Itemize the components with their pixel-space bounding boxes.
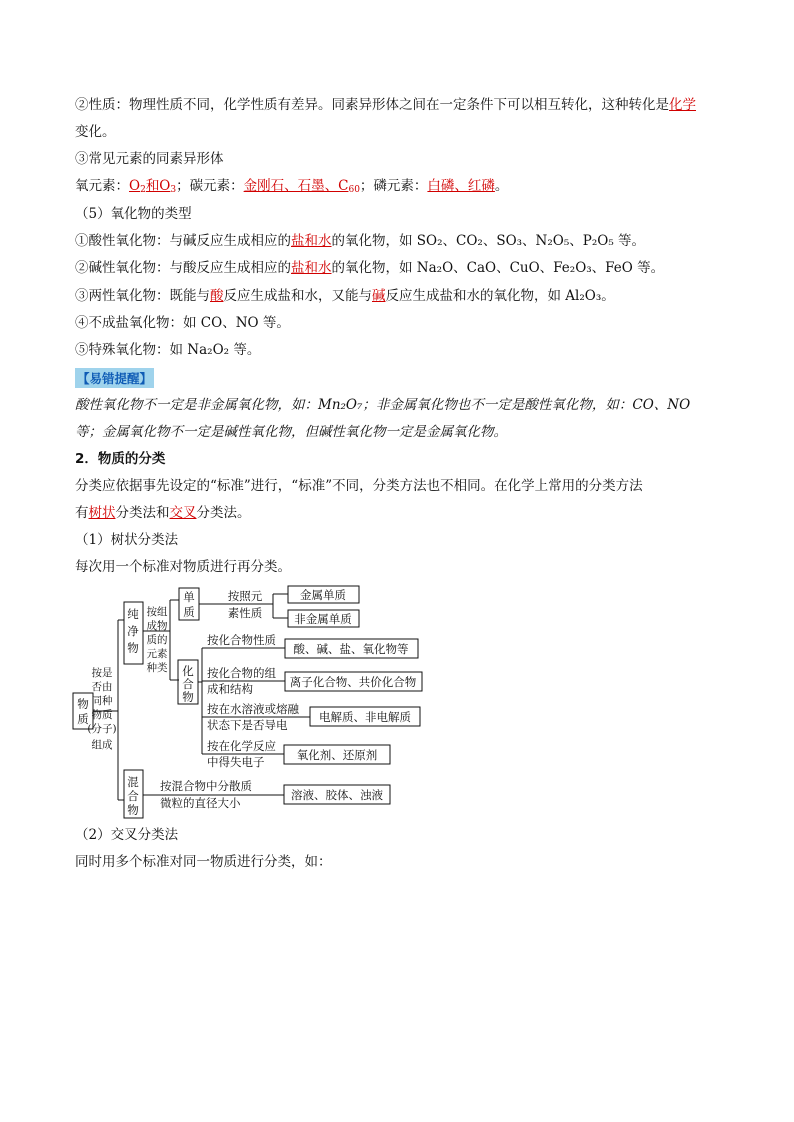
pure-label-2: 净 <box>127 624 139 638</box>
m1r-label: 溶液、胶体、浊液 <box>291 788 383 802</box>
pure-crit-4: 种类 <box>146 662 168 674</box>
c4r-label: 氧化剂、还原剂 <box>296 748 378 762</box>
simple-label-1: 单 <box>183 590 195 604</box>
pure-crit-1: 成物 <box>146 620 168 632</box>
metal-label: 金属单质 <box>300 588 346 602</box>
para-tree-desc: 每次用一个标准对物质进行再分类。 <box>75 559 291 575</box>
compound-label-2: 合 <box>182 677 194 691</box>
para-basic-oxide: ②碱性氧化物：与酸反应生成相应的盐和水的氧化物，如 Na₂O、CaO、CuO、Fe₂O₃、FeO 等。 <box>75 260 665 276</box>
para-nonsalt-oxide: ④不成盐氧化物：如 CO、NO 等。 <box>75 315 290 331</box>
pure-label-1: 纯 <box>127 607 139 621</box>
c4-label-1: 中得失电子 <box>207 755 265 769</box>
heading-cross-method: （2）交叉分类法 <box>75 827 179 843</box>
root-crit-1: 否由 <box>91 681 113 693</box>
root-label-1: 物 <box>77 697 89 711</box>
simple-crit-1: 素性质 <box>227 606 263 620</box>
heading-oxide-types: （5）氧化物的类型 <box>75 206 192 222</box>
c2-label-1: 成和结构 <box>207 682 253 696</box>
root-crit-2: 同种 <box>91 695 113 707</box>
para-amphoteric-oxide: ③两性氧化物：既能与酸反应生成盐和水，又能与碱反应生成盐和水的氧化物，如 Al₂O₃。 <box>75 288 615 304</box>
mixture-label-2: 合 <box>127 789 139 803</box>
tip-text-2: 等；金属氧化物不一定是碱性氧化物，但碱性氧化物一定是金属氧化物。 <box>75 424 507 440</box>
pure-crit-3: 元素 <box>146 648 168 660</box>
tip-badge: 【易错提醒】 <box>75 368 154 388</box>
para-acidic-oxide: ①酸性氧化物：与碱反应生成相应的盐和水的氧化物，如 SO₂、CO₂、SO₃、N₂O₅、P₂O₅ 等。 <box>75 233 646 249</box>
compound-label-3: 物 <box>182 690 194 704</box>
para-special-oxide: ⑤特殊氧化物：如 Na₂O₂ 等。 <box>75 342 261 358</box>
c3-label-1: 状态下是否导电 <box>207 718 288 732</box>
root-crit-3: 物质 <box>91 709 113 721</box>
root-crit-0: 按是 <box>91 667 113 679</box>
compound-label-1: 化 <box>182 664 194 678</box>
c3r-label: 电解质、非电解质 <box>319 710 411 724</box>
para-methods: 有树状分类法和交叉分类法。 <box>75 505 251 521</box>
c1r-label: 酸、碱、盐、氧化物等 <box>293 642 409 656</box>
c3-label-0: 按在水溶液或熔融 <box>207 702 299 716</box>
para-cross-desc: 同时用多个标准对同一物质进行分类，如： <box>75 854 332 870</box>
mixture-label-1: 混 <box>127 775 139 789</box>
c2r-label: 离子化合物、共价化合物 <box>289 675 417 689</box>
para-property: ②性质：物理性质不同，化学性质有差异。同素异形体之间在一定条件下可以相互转化，这种转化是化学 <box>75 97 696 113</box>
pure-crit-0: 按组 <box>146 606 168 618</box>
simple-crit-0: 按照元 <box>227 589 263 603</box>
c4-label-0: 按在化学反应 <box>207 739 276 753</box>
section-heading: 2．物质的分类 <box>75 451 166 467</box>
root-label-2: 质 <box>77 712 89 726</box>
para-change: 变化。 <box>75 124 116 140</box>
c1-label: 按化合物性质 <box>207 633 276 647</box>
m1-label-0: 按混合物中分散质 <box>160 779 252 793</box>
m1-label-1: 微粒的直径大小 <box>160 796 241 810</box>
para-classification: 分类应依据事先设定的“标准”进行，“标准”不同，分类方法也不相同。在化学上常用的分类方法 <box>75 478 643 494</box>
para-common-allotropes: ③常见元素的同素异形体 <box>75 151 224 167</box>
nonmetal-label: 非金属单质 <box>294 612 352 626</box>
mixture-label-3: 物 <box>127 803 139 817</box>
pure-label-3: 物 <box>127 641 139 655</box>
para-allotrope-examples: 氧元素：$O_2$和$O_3$；碳元素：金刚石、石墨、$C_{60}$；磷元素：白磷、红磷。 <box>75 178 509 195</box>
root-crit-4: (分子) <box>87 723 117 735</box>
simple-label-2: 质 <box>183 605 195 619</box>
tip-text-1: 酸性氧化物不一定是非金属氧化物，如：Mn₂O₇；非金属氧化物也不一定是酸性氧化物，如：CO、NO <box>75 397 691 413</box>
pure-crit-2: 质的 <box>146 634 168 646</box>
c2-label-0: 按化合物的组 <box>207 666 276 680</box>
heading-tree-method: （1）树状分类法 <box>75 532 179 548</box>
root-crit-5: 组成 <box>91 739 113 751</box>
